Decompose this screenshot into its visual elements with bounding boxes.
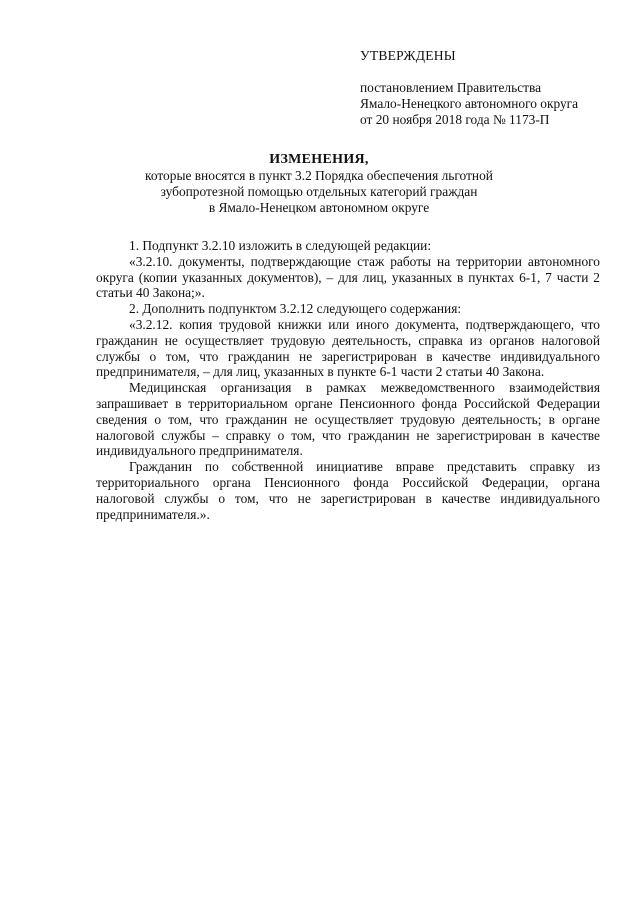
approval-block — [360, 48, 620, 128]
approval-line-3: от 20 ноября 2018 года № 1173-П — [360, 112, 550, 127]
document-title: ИЗМЕНЕНИЯ, — [269, 152, 369, 167]
document-heading — [80, 152, 558, 216]
paragraph-4: «3.2.12. копия трудовой книжки или иного документа, подтверждающего, что гражданин не осуществляет трудовую деятельность, справка из органов налоговой службы о том, что гражданин не зарегистрирован в качестве индивидуального предпринимателя, – для лиц, указанных в пункте 6-1 части 2 статьи 40 Закона. — [96, 316, 600, 380]
document-subtitle-line-2: зубопротезной помощью отдельных категорий граждан — [160, 184, 478, 199]
paragraph-5: Медицинская организация в рамках межведомственного взаимодействия запрашивает в территориальном органе Пенсионного фонда Российской Федерации сведения о том, что гражданин не осуществляет трудовую деятельность; в органе налоговой службы – справку о том, что гражданин не зарегистрирован в качестве индивидуального предпринимателя. — [96, 380, 600, 459]
document-subtitle-line-3: в Ямало-Ненецком автономном округе — [208, 200, 430, 215]
document-body — [96, 238, 600, 522]
paragraph-6: Гражданин по собственной инициативе вправе представить справку из территориального органа Пенсионного фонда Российской Федерации, органа налоговой службы о том, что не зарегистрирован в качестве индивидуального предпринимателя.». — [96, 459, 600, 522]
approval-line-2: Ямало-Ненецкого автономного округа — [360, 96, 579, 111]
approval-label: УТВЕРЖДЕНЫ — [360, 48, 456, 63]
approval-line-1: постановлением Правительства — [360, 80, 542, 95]
paragraph-2: «3.2.10. документы, подтверждающие стаж работы на территории автономного округа (копии указанных документов), – для лиц, указанных в пунктах 6-1, 7 части 2 статьи 40 Закона;». — [96, 253, 600, 301]
paragraph-1: 1. Подпункт 3.2.10 изложить в следующей редакции: — [129, 238, 432, 253]
document-subtitle-line-1: которые вносятся в пункт 3.2 Порядка обеспечения льготной — [145, 168, 493, 183]
paragraph-3: 2. Дополнить подпунктом 3.2.12 следующего содержания: — [129, 301, 462, 317]
